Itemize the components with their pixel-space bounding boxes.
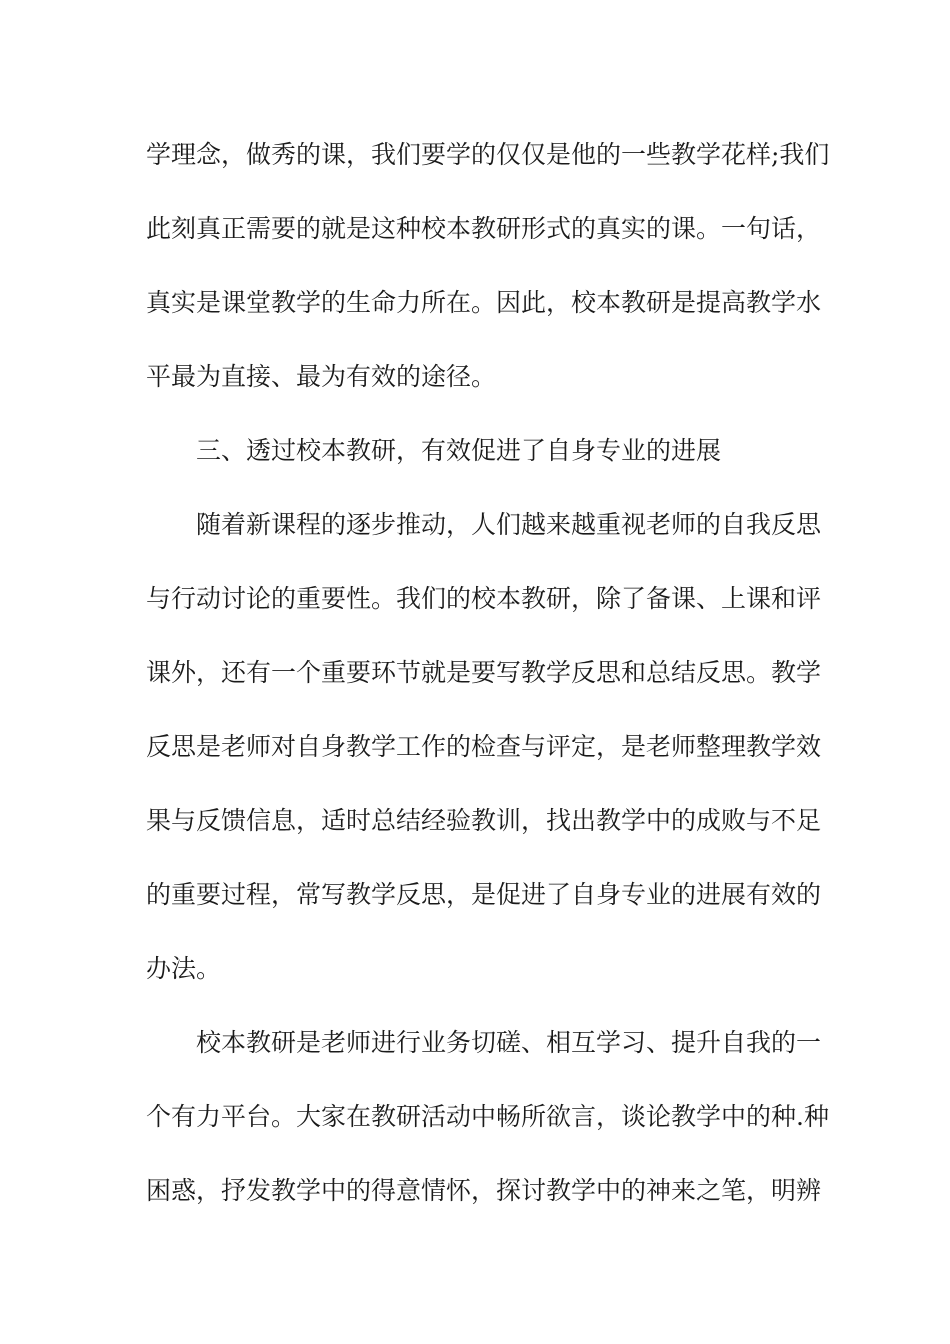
text-line: 平最为直接、最为有效的途径。: [146, 362, 497, 391]
text-line: 的重要过程，常写教学反思，是促进了自身专业的进展有效的: [146, 880, 822, 909]
text-line: 反思是老师对自身教学工作的检查与评定，是老师整理教学效: [146, 732, 822, 761]
text-line: 困惑，抒发教学中的得意情怀，探讨教学中的神来之笔，明辨: [146, 1176, 822, 1205]
text-line: 课外，还有一个重要环节就是要写教学反思和总结反思。教学: [146, 658, 822, 687]
text-line: 果与反馈信息，适时总结经验教训，找出教学中的成败与不足: [146, 806, 822, 835]
text-line: 办法。: [146, 954, 222, 983]
text-line: 学理念，做秀的课，我们要学的仅仅是他的一些教学花样;我们: [146, 140, 830, 169]
text-line: 此刻真正需要的就是这种校本教研形式的真实的课。一句话，: [146, 214, 822, 243]
text-line: 校本教研是老师进行业务切磋、相互学习、提升自我的一: [196, 1028, 822, 1057]
text-line: 真实是课堂教学的生命力所在。因此，校本教研是提高教学水: [146, 288, 822, 317]
text-line: 个有力平台。大家在教研活动中畅所欲言，谈论教学中的种.种: [146, 1102, 829, 1131]
text-line: 与行动讨论的重要性。我们的校本教研，除了备课、上课和评: [146, 584, 822, 613]
text-line: 随着新课程的逐步推动，人们越来越重视老师的自我反思: [196, 510, 822, 539]
section-heading: 三、透过校本教研，有效促进了自身专业的进展: [196, 436, 722, 465]
